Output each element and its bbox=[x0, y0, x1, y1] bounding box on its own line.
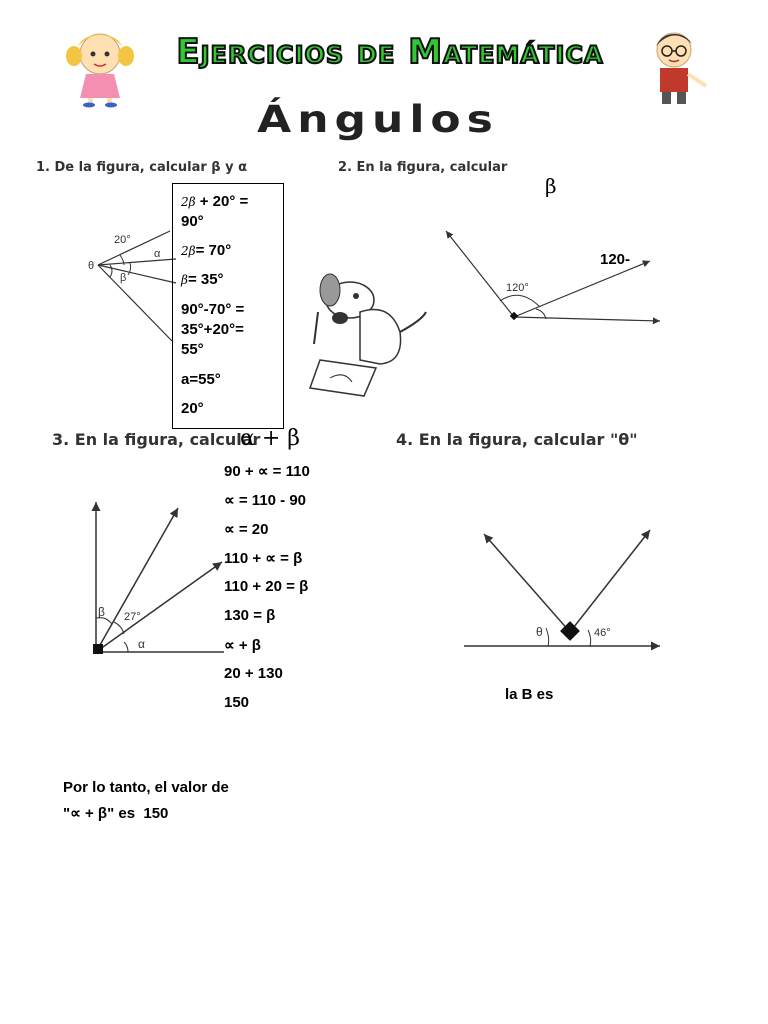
two-beta-symbol: 2β bbox=[181, 195, 196, 209]
ex1-line-9: 20° bbox=[181, 400, 204, 417]
exercise-2-prompt: 2. En la figura, calcular bbox=[338, 160, 508, 175]
conclusion-line-1: Por lo tanto, el valor de bbox=[63, 779, 229, 796]
ex3-alpha-label: α bbox=[138, 637, 145, 651]
ex1-angle-20: 20° bbox=[114, 234, 131, 246]
exercise-1-answer-box: 2β + 20° = 90° 2β= 70° β= 35° 90°-70° = 35°+20°= 55° a=55° 20° bbox=[172, 183, 284, 429]
exercise-2-figure bbox=[440, 225, 665, 330]
exercise-2-symbol: β bbox=[545, 174, 557, 198]
page-subtitle: Ángulos bbox=[257, 97, 499, 142]
ex3-step-9: 150 bbox=[224, 694, 250, 711]
ex3-step-1: 90 + ∝ = 110 bbox=[224, 463, 310, 480]
ex3-step-7: ∝ + β bbox=[224, 637, 261, 654]
exercise-3-figure bbox=[88, 498, 228, 660]
ex1-line-1: + 20° = bbox=[199, 193, 249, 210]
ex4-theta-label: θ bbox=[536, 625, 543, 639]
ex1-alpha-label: α bbox=[154, 248, 161, 260]
ex3-step-6: 130 = β bbox=[224, 607, 276, 624]
ex1-theta-label: θ bbox=[88, 260, 95, 272]
ex3-step-3: ∝ = 20 bbox=[224, 521, 269, 538]
exercise-4-figure bbox=[460, 522, 665, 654]
exercise-4-prompt: 4. En la figura, calcular "θ" bbox=[396, 430, 638, 449]
girl-illustration bbox=[62, 24, 140, 108]
boy-illustration bbox=[640, 26, 712, 108]
exercise-2-annotation: 120- bbox=[600, 251, 631, 268]
exercise-3-steps bbox=[224, 462, 424, 722]
ex3-step-4: 110 + ∝ = β bbox=[224, 550, 303, 567]
ex1-line-3: = 70° bbox=[195, 242, 232, 259]
ex1-line-6: 35°+20°= bbox=[181, 321, 244, 338]
ex2-angle-120: 120° bbox=[506, 282, 529, 294]
ex3-beta-label: β bbox=[98, 605, 105, 619]
ex3-angle-27: 27° bbox=[124, 611, 141, 623]
ex3-step-8: 20 + 130 bbox=[224, 665, 283, 682]
dog-illustration bbox=[300, 272, 432, 400]
ex3-step-5: 110 + 20 = β bbox=[224, 578, 309, 595]
ex4-angle-46: 46° bbox=[594, 627, 611, 639]
exercise-3-prompt: 3. En la figura, calcular bbox=[52, 430, 261, 449]
ex1-beta-label: β bbox=[120, 272, 127, 284]
exercise-1-figure bbox=[80, 225, 180, 345]
exercise-1-prompt: 1. De la figura, calcular β y α bbox=[36, 160, 248, 175]
ex3-step-2: ∝ = 110 - 90 bbox=[224, 492, 307, 509]
ex1-line-5: 90°-70° = bbox=[181, 301, 245, 318]
ex1-line-7: 55° bbox=[181, 341, 204, 358]
exercise-3-symbol: α + β bbox=[240, 426, 300, 451]
conclusion-line-2: "∝ + β" es 150 bbox=[63, 805, 169, 822]
page-banner-title: Ejercicios de Matemática bbox=[176, 32, 604, 72]
ex1-line-8: a=55° bbox=[181, 371, 221, 388]
ex1-line-2: 90° bbox=[181, 213, 204, 230]
exercise-4-answer: la B es bbox=[505, 686, 554, 703]
ex1-line-4: = 35° bbox=[187, 271, 224, 288]
